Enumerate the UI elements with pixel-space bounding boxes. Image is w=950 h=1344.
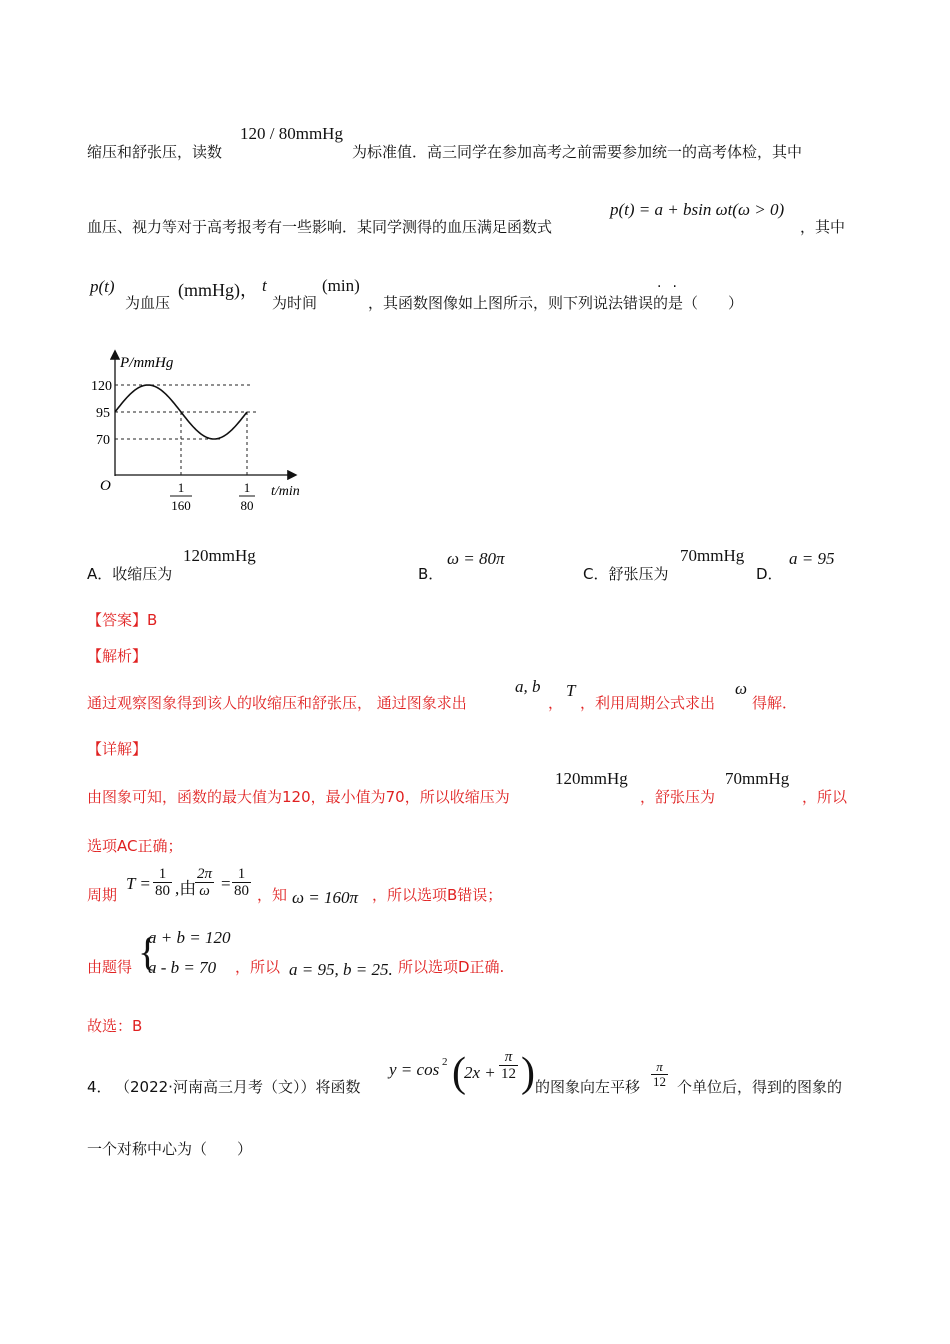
detail-line1-a: 由图象可知，函数的最大值为120，最小值为70，所以收缩压为	[87, 788, 510, 806]
option-b-label[interactable]: B．	[418, 565, 444, 583]
q4-number: 4．	[87, 1078, 112, 1096]
detail-line3-a: 周期	[87, 886, 118, 904]
detail-line3-b: ，知	[257, 886, 288, 904]
detail-line3-T: T =	[126, 874, 151, 893]
system-eq1: a + b = 120	[148, 928, 231, 947]
q4-frac-inner-den: 12	[501, 1066, 516, 1082]
option-d-label[interactable]: D．	[756, 565, 783, 583]
detail-line4-a: 由题得	[87, 958, 133, 976]
q4-paren-left: (	[452, 1050, 466, 1096]
q-line3-text-a: 为血压	[125, 294, 171, 312]
q-line3-unit1: (mmHg)，	[178, 280, 258, 300]
analysis-text-c: 得解．	[752, 694, 798, 712]
detail-line1-m2: 70mmHg	[725, 769, 790, 788]
q-line3-t: t	[262, 276, 267, 295]
q4-line2: 一个对称中心为（ ）	[87, 1140, 253, 1158]
detail-line1-b: ，舒张压为	[640, 788, 716, 806]
option-c-math: 70mmHg	[680, 546, 745, 565]
x-axis-label: t/min	[271, 484, 300, 499]
detail-line2: 选项AC正确；	[87, 837, 183, 855]
q-line1	[87, 141, 222, 162]
y-tick-120: 120	[91, 379, 112, 394]
detail-line1-m1: 120mmHg	[555, 769, 628, 788]
detail-line3-eq: =	[221, 874, 231, 893]
detail-line4-res: a = 95, b = 25.	[289, 960, 393, 979]
q-line2-math: p(t) = a + bsin ωt(ω > 0)	[610, 200, 785, 219]
detail-frac3	[232, 866, 251, 899]
q4-shift-den: 12	[653, 1074, 666, 1089]
frac3-den: 80	[234, 883, 249, 899]
option-b-math: ω = 80π	[447, 549, 505, 568]
q-line3-unit2: (min)	[322, 276, 360, 295]
detail-line4-b: ，所以	[235, 958, 281, 976]
y-axis-label: P/mmHg	[120, 355, 174, 371]
q4-func: y = cos	[389, 1060, 440, 1079]
option-d-math: a = 95	[789, 549, 835, 568]
origin-label: O	[100, 478, 111, 494]
analysis-ab: a, b	[515, 677, 541, 696]
frac2-num: 2π	[197, 866, 213, 882]
q4-source: （2022·河南高三月考（文））将函数	[115, 1078, 361, 1096]
q4-sup: 2	[442, 1056, 448, 1068]
q-line2-text-a: 血压、视力等对于高考报考有一些影响．某同学测得的血压满足函数式	[87, 218, 553, 236]
q4-frac-inner-num: π	[499, 1049, 518, 1066]
x-tick-1-160-den: 160	[171, 498, 191, 513]
x-tick-1-160-num: 1	[177, 480, 185, 495]
option-a-math: 120mmHg	[183, 546, 256, 565]
analysis-tag: 【解析】	[87, 647, 148, 665]
q4-frac-inner	[499, 1049, 518, 1082]
q4-shift-num: π	[651, 1060, 668, 1075]
detail-tag: 【详解】	[87, 740, 148, 758]
detail-line3-you: ,由	[175, 879, 197, 898]
answer-tag: 【答案】B	[87, 611, 158, 629]
option-a-label[interactable]: A．收缩压为	[87, 565, 173, 583]
q-line3-text-b: 为时间	[272, 294, 318, 312]
q-line2-text-b: ，其中	[800, 218, 846, 236]
analysis-text-b: ，利用周期公式求出	[580, 694, 716, 712]
frac3-num: 1	[232, 866, 251, 883]
detail-line3-c: ，所以选项B错误；	[372, 886, 503, 904]
final-answer: 故选：B	[87, 1017, 143, 1035]
q-line3-pt: p(t)	[90, 277, 115, 296]
q4-paren-right: )	[521, 1050, 535, 1096]
detail-line1-c: ，所以	[802, 788, 848, 806]
frac2-den: ω	[199, 883, 210, 899]
system-eq2: a - b = 70	[148, 958, 217, 977]
q4-mid: 的图象向左平移	[535, 1078, 641, 1096]
y-tick-70: 70	[96, 433, 110, 448]
q4-post: 个单位后，得到的图象的	[677, 1078, 843, 1096]
emphasis-dots: ··	[657, 279, 688, 295]
y-tick-95: 95	[96, 406, 110, 421]
q4-shift-frac	[651, 1060, 668, 1089]
analysis-omega: ω	[735, 679, 748, 698]
q-line1-math: 120 / 80mmHg	[240, 124, 343, 143]
q-line1-text-b: 为标准值．高三同学在参加高考之前需要参加统一的高考体检，其中	[352, 143, 803, 161]
x-tick-1-80-den: 80	[240, 498, 254, 513]
detail-frac2	[195, 866, 214, 899]
detail-frac1	[153, 866, 172, 899]
detail-line3-w: ω = 160π	[292, 888, 358, 907]
analysis-T: T	[566, 681, 576, 700]
q-line1-text-a: 缩压和舒张压，读数	[87, 143, 223, 161]
frac1-den: 80	[155, 883, 170, 899]
blood-pressure-chart	[90, 340, 320, 520]
q4-inner: 2x +	[464, 1063, 496, 1082]
analysis-text-a: 通过观察图象得到该人的收缩压和舒张压， 通过图象求出	[87, 694, 467, 712]
analysis-comma: ，	[548, 694, 564, 712]
x-tick-1-80-num: 1	[243, 480, 251, 495]
q-line3-text-c: ，其函数图像如上图所示，则下列说法错误的是（ ）	[368, 294, 744, 312]
detail-line4-c: 所以选项D正确.	[398, 958, 505, 976]
system-brace: {	[138, 929, 158, 974]
option-c-label[interactable]: C．舒张压为	[583, 565, 669, 583]
frac1-num: 1	[153, 866, 172, 883]
